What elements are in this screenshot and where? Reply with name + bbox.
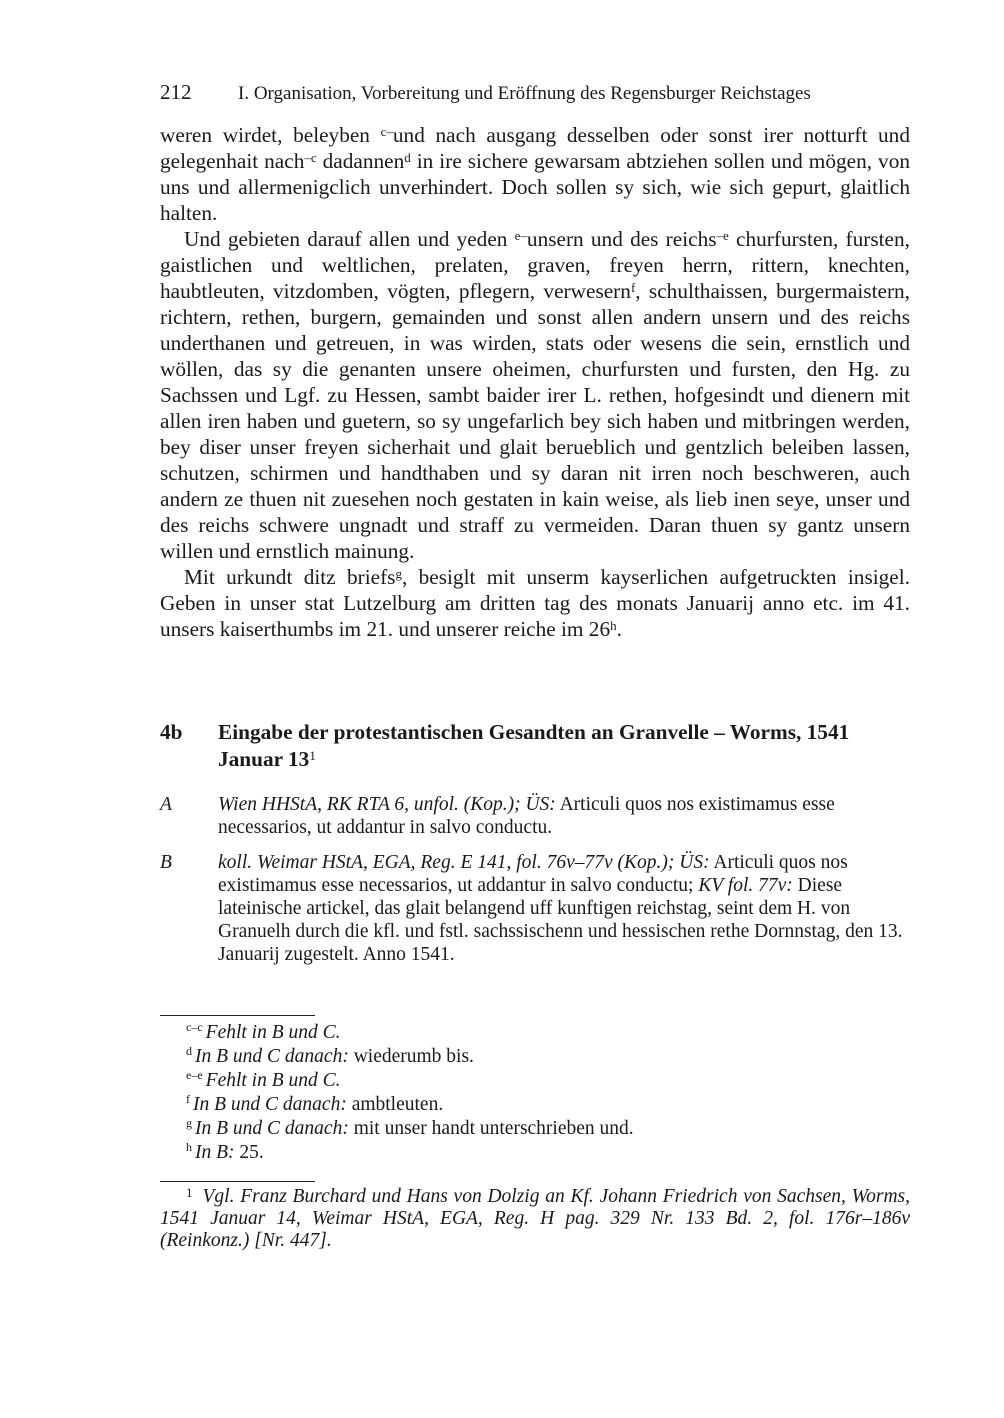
note-mark: –c [304,150,317,165]
text-run: . [616,617,622,641]
footnote-separator [160,1015,315,1016]
main-text [160,122,910,642]
text-run: unsern und des reichs [526,227,717,251]
text-run: weren wirdet, beleyben [160,123,381,147]
paragraph [160,564,910,642]
note-text: wiederumb bis. [348,1046,474,1067]
footnote-separator [160,1181,315,1182]
textual-note [186,1141,916,1165]
document-number: 4b [160,720,183,744]
note-mark: d [404,150,411,165]
source-description [218,793,910,839]
textual-note [186,1093,916,1117]
source-siglum: A [160,794,172,815]
source-archive: Wien HHStA, RK RTA 6, unfol. (Kop.); ÜS: [218,794,556,815]
note-mark: d [186,1044,192,1058]
note-italic: In B: [195,1142,235,1163]
textual-note [186,1069,916,1093]
note-mark: h [186,1140,192,1154]
note-italic: In B und C danach: [193,1094,347,1115]
note-mark: –e [716,228,729,243]
source-archive: koll. Weimar HStA, EGA, Reg. E 141, fol. 76v–77v (Kop.); ÜS: [218,852,710,873]
source-text: Articuli quos nos existimamus esse necessarios, ut addantur in salvo conductu. [218,794,835,838]
source-siglum: B [160,852,172,873]
note-text: ambtleuten. [346,1094,444,1115]
textual-note [186,1045,916,1069]
textual-note [186,1021,916,1045]
note-mark: g [395,566,402,581]
source-entry [160,793,910,839]
note-mark: f [186,1092,190,1106]
text-run: churfursten, fursten, gaistlichen und weltlichen, prelaten, graven, freyen herrn, rittern, knechten, haubtleuten, vitzdomben, vögten, pflegern, verwesern [160,227,910,303]
source-entry [160,851,910,966]
textual-note [186,1117,916,1141]
title-text: Eingabe der protestantischen Gesandten an Granvelle – Worms, 1541 Januar 13 [218,720,850,771]
source-archive: KV fol. 77v: [698,875,793,896]
note-italic: In B und C danach: [195,1118,349,1139]
footnote-number: 1 [186,1185,193,1200]
paragraph [160,226,910,564]
note-italic: Fehlt in B und C. [205,1070,341,1091]
document-title [218,719,910,773]
sources-list [160,793,910,978]
note-text: mit unser handt unterschrieben und. [348,1118,634,1139]
footnote-ref: 1 [309,748,316,763]
text-run: , besiglt mit unserm kayserlichen aufgetruckten insigel. Geben in unser stat Lutzelburg am dritten tag des monats Januarij anno etc. im 41. unsers kaiserthumbs im 21. und unserer reiche im 26 [160,565,911,641]
text-run: und nach ausgang desselben oder sonst irer notturft und gelegenhait nach [160,123,910,173]
note-mark: f [630,280,636,295]
footnote-text: Vgl. Franz Burchard und Hans von Dolzig an Kf. Johann Friedrich von Sachsen, Worms, 1541 Januar 14, Weimar HStA, EGA, Reg. H pag. 329 Nr. 133 Bd. 2, fol. 176r–186v (Reinkonz.) [Nr. 447]. [160,1186,910,1251]
source-text: Articuli quos nos existimamus esse necessarios, ut addantur in salvo conductu; [218,852,848,896]
note-mark: c–c [186,1020,203,1034]
note-mark: c– [380,124,393,139]
text-run: in ire sichere gewarsam abtziehen sollen und mögen, von uns und allermenigclich unverhindert. Doch sollen sy sich, wie sich gepurt, glaitlich halten. [160,149,911,225]
running-title: I. Organisation, Vorbereitung und Eröffnung des Regensburger Reichstages [238,83,811,104]
text-run: Und gebieten darauf allen und yeden [184,227,515,251]
note-mark: g [186,1116,192,1130]
paragraph [160,122,910,226]
textual-notes [186,1021,916,1165]
source-text: Diese lateinische artickel, das glait belangend uff kunftigen reichstag, seint dem H. von Granuelh durch die kfl. und fstl. sachssischenn und hessischen rethe Dornnstag, den 13. Januarij zugestelt. Anno 1541. [218,875,903,965]
running-header [160,80,920,105]
note-italic: Fehlt in B und C. [205,1022,341,1043]
footnote [160,1186,910,1252]
source-description [218,851,910,966]
note-italic: In B und C danach: [195,1046,349,1067]
document-heading [160,719,910,773]
text-run: Mit urkundt ditz briefs [184,565,396,589]
page-number: 212 [160,80,192,104]
note-mark: e–e [186,1068,203,1082]
text-run: dadannen [316,149,405,173]
note-text: 25. [234,1142,264,1163]
note-mark: e– [514,228,527,243]
text-run: , schulthaissen, burgermaistern, richtern, rethen, burgern, gemainden und sonst allen andern unsern und des reichs underthanen und getreuen, in was wirden, stats oder wesens die sein, ernstlich und wöllen, das sy die genanten unsere oheimen, churfursten und fursten, den Hg. zu Sachssen und Lgf. zu Hessen, sambt baider irer L. rethen, hofgesindt und dienern mit allen iren haben und guetern, so sy ungefarlich bey sich haben und mitbringen werden, bey diser unser freyen sicherhait und glait berueblich und gentzlich beleiben lassen, schutzen, schirmen und handthaben und sy daran nit irren noch beschweren, auch andern ze thuen nit zuesehen noch gestaten in kain weise, als lieb inen seye, unser und des reichs schwere ungnadt und straff zu vermeiden. Daran thuen sy gantz unsern willen und ernstlich mainung. [160,279,911,563]
note-mark: h [610,618,617,633]
